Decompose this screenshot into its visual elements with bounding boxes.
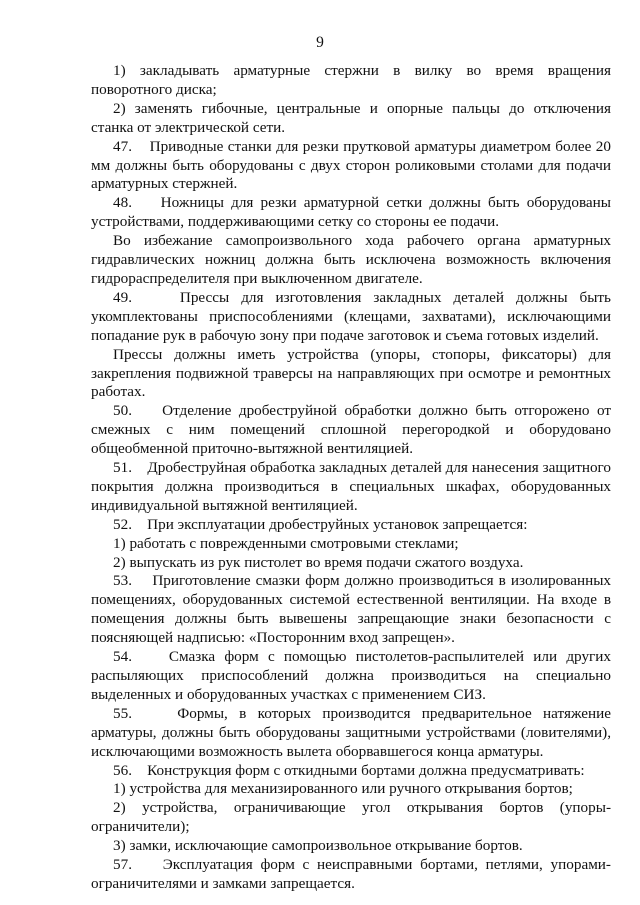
paragraph-56: 56. Конструкция форм с откидными бортами должна предусматривать: xyxy=(113,761,585,779)
paragraph-list-item-1: 1) закладывать арматурные стержни в вилку во время вращения поворотного диска; xyxy=(91,62,611,98)
paragraph-list-item-2: 2) заменять гибочные, центральные и опорные пальцы до отключения станка от электрической сети. xyxy=(91,99,611,136)
paragraph-48: 48. Ножницы для резки арматурной сетки должны быть оборудованы устройствами, поддерживающими сетку со стороны ее подачи. xyxy=(91,194,611,231)
paragraph-55: 55. Формы, в которых производится предварительное натяжение арматуры, должны быть оборудованы защитными устройствами (ловителями), исключающими возможность вылета оборвавшегося конца арматуры. xyxy=(91,704,611,760)
paragraph-49: 49. Прессы для изготовления закладных деталей должны быть укомплектованы приспособлениями (клещами, захватами), исключающими попадание рук в рабочую зону при подаче заготовок и съема готовых изделий. xyxy=(91,288,611,344)
paragraph-52-item-1: 1) работать с поврежденными смотровыми стеклами; xyxy=(113,534,459,552)
paragraph-56-item-1: 1) устройства для механизированного или ручного открывания бортов; xyxy=(113,780,573,798)
paragraph-50: 50. Отделение дробеструйной обработки должно быть отгорожено от смежных с ним помещений сплошной перегородкой и оборудовано общеобменной приточно-вытяжной вентиляцией. xyxy=(91,402,611,458)
paragraph-56-item-3: 3) замки, исключающие самопроизвольное открывание бортов. xyxy=(113,837,523,855)
paragraph-57: 57. Эксплуатация форм с неисправными бортами, петлями, упорами-ограничителями и замками запрещается. xyxy=(91,856,611,892)
paragraph-53: 53. Приготовление смазки форм должно производиться в изолированных помещениях, оборудованных системой естественной вентиляции. На входе в помещения должны быть вывешены запрещающие знаки безопасности с поясняющей надписью: «Посторонним вход запрещен». xyxy=(91,572,611,647)
paragraph-51: 51. Дробеструйная обработка закладных деталей для нанесения защитного покрытия должна производиться в специальных шкафах, оборудованных индивидуальной вытяжной вентиляцией. xyxy=(91,459,611,514)
paragraph-52: 52. При эксплуатации дробеструйных установок запрещается: xyxy=(113,515,528,533)
paragraph-49-continued: Прессы должны иметь устройства (упоры, стопоры, фиксаторы) для закрепления подвижной траверсы на направляющих при осмотре и ремонтных работах. xyxy=(91,345,611,401)
paragraph-48-continued: Во избежание самопроизвольного хода рабочего органа арматурных гидравлических ножниц должна быть исключена возможность включения гидрораспределителя при выключенном двигателе. xyxy=(91,232,611,287)
paragraph-56-item-2: 2) устройства, ограничивающие угол открывания бортов (упоры-ограничители); xyxy=(91,799,611,836)
paragraph-52-item-2: 2) выпускать из рук пистолет во время подачи сжатого воздуха. xyxy=(113,553,524,571)
page-number: 9 xyxy=(316,34,324,51)
paragraph-54: 54. Смазка форм с помощью пистолетов-распылителей или других распыляющих приспособлений должна производиться на специально выделенных и оборудованных участках с применением СИЗ. xyxy=(91,648,611,703)
document-body xyxy=(91,62,611,894)
paragraph-47: 47. Приводные станки для резки прутковой арматуры диаметром более 20 мм должны быть оборудованы с двух сторон роликовыми столами для подачи арматурных стержней. xyxy=(91,137,611,193)
